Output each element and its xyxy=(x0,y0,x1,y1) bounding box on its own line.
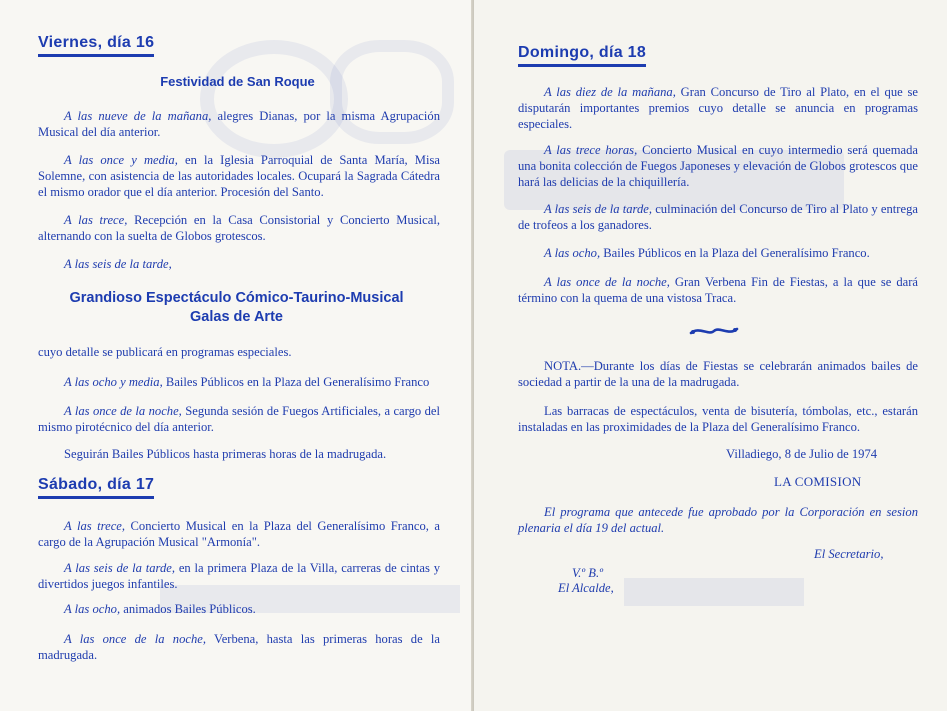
sunday-p2-time: A las trece horas, xyxy=(544,143,638,157)
friday-p6-text: Bailes Públicos en la Plaza del Generalísimo Franco xyxy=(162,375,430,389)
feast-title: Festividad de San Roque xyxy=(160,74,315,89)
friday-p1-time: A las nueve de la mañana, xyxy=(64,109,212,123)
friday-p2-time: A las once y media, xyxy=(64,153,178,167)
left-page xyxy=(0,0,473,711)
commission-signature: LA COMISION xyxy=(774,474,862,489)
sunday-paragraph-2 xyxy=(518,142,918,190)
sunday-paragraph-1 xyxy=(518,84,918,132)
sunday-p4-text: Bailes Públicos en la Plaza del Generalísimo Franco. xyxy=(600,246,870,260)
saturday-heading: Sábado, día 17 xyxy=(38,476,154,499)
friday-paragraph-2 xyxy=(38,152,440,200)
saturday-p4-time: A las once de la noche, xyxy=(64,632,206,646)
sunday-heading: Domingo, día 18 xyxy=(518,44,646,67)
sunday-p3-text: culminación del Concurso de Tiro al Plato y entrega de trofeos a los ganadores. xyxy=(518,202,918,232)
friday-paragraph-1 xyxy=(38,108,440,140)
friday-paragraph-7 xyxy=(38,403,440,435)
friday-paragraph-4 xyxy=(38,256,440,272)
secretary-label: El Secretario, xyxy=(814,547,884,561)
friday-p4-time: A las seis de la tarde, xyxy=(64,257,172,271)
right-page xyxy=(474,0,947,711)
flourish-ornament-icon xyxy=(689,324,739,338)
spectacle-title: Grandioso Espectáculo Cómico-Taurino-Musical xyxy=(69,290,404,306)
friday-paragraph-5: cuyo detalle se publicará en programas especiales. xyxy=(38,345,292,359)
saturday-paragraph-3 xyxy=(38,601,440,617)
friday-p7-text: Segunda sesión de Fuegos Artificiales, a cargo del mismo pirotécnico del día anterior. xyxy=(38,404,440,434)
friday-paragraph-6 xyxy=(38,374,440,390)
show-through-texture xyxy=(200,40,348,158)
saturday-p3-time: A las ocho, xyxy=(64,602,121,616)
sunday-p4-time: A las ocho, xyxy=(544,246,601,260)
note-paragraph: NOTA.—Durante los días de Fiestas se celebrarán animados bailes de sociedad a partir de la una de la madrugada. xyxy=(518,359,918,389)
saturday-paragraph-2 xyxy=(38,560,440,592)
approval-paragraph: El programa que antecede fue aprobado por la Corporación en sesion plenaria el día 19 del actual. xyxy=(518,505,918,535)
sunday-p5-text: Gran Verbena Fin de Fiestas, a la que se dará término con la quema de una vistosa Traca. xyxy=(518,275,918,305)
spectacle-subtitle: Galas de Arte xyxy=(190,309,283,325)
friday-heading: Viernes, día 16 xyxy=(38,34,154,57)
sunday-p5-time: A las once de la noche, xyxy=(544,275,670,289)
saturday-p1-text: Concierto Musical en la Plaza del Generalísimo Franco, a cargo de la Agrupación Musical "Armonía". xyxy=(38,519,440,549)
saturday-p2-time: A las seis de la tarde, xyxy=(64,561,176,575)
friday-p1-text: alegres Dianas, por la misma Agrupación Musical del día anterior. xyxy=(38,109,440,139)
friday-p7-time: A las once de la noche, xyxy=(64,404,182,418)
saturday-p4-text: Verbena, hasta las primeras horas de la madrugada. xyxy=(38,632,440,662)
friday-paragraph-3 xyxy=(38,212,440,244)
sunday-paragraph-4 xyxy=(518,245,918,261)
sunday-paragraph-3 xyxy=(518,201,918,233)
saturday-p1-time: A las trece, xyxy=(64,519,126,533)
saturday-p2-text: en la primera Plaza de la Villa, carreras de cintas y divertidos juegos infantiles. xyxy=(38,561,440,591)
sunday-p1-text: Gran Concurso de Tiro al Plato, en el que se disputarán importantes premios cuyo detalle se anuncia en programas especiales. xyxy=(518,85,919,131)
friday-p6-time: A las ocho y media, xyxy=(64,375,163,389)
friday-p3-text: Recepción en la Casa Consistorial y Concierto Musical, alternando con la suelta de Globos grotescos. xyxy=(38,213,441,243)
stalls-paragraph: Las barracas de espectáculos, venta de bisutería, tómbolas, etc., estarán instaladas en las proximidades de la Plaza del Generalísimo Franco. xyxy=(518,404,918,434)
mayor-label: El Alcalde, xyxy=(558,581,614,595)
friday-p3-time: A las trece, xyxy=(64,213,128,227)
show-through-texture xyxy=(624,578,804,606)
sunday-paragraph-5 xyxy=(518,274,918,306)
sunday-p1-time: A las diez de la mañana, xyxy=(544,85,676,99)
friday-paragraph-8: Seguirán Bailes Públicos hasta primeras horas de la madrugada. xyxy=(64,447,387,461)
sunday-p2-text: Concierto Musical en cuyo intermedio será quemada una bonita colección de Fuegos Japoneses y elevación de Globos grotescos que hará las delicias de la chiquillería. xyxy=(518,143,918,189)
date-line: Villadiego, 8 de Julio de 1974 xyxy=(726,447,878,461)
saturday-p3-text: animados Bailes Públicos. xyxy=(120,602,256,616)
saturday-paragraph-4 xyxy=(38,631,440,663)
vobo-label: V.º B.º xyxy=(572,566,604,580)
friday-p2-text: en la Iglesia Parroquial de Santa María, Misa Solemne, con asistencia de las autoridades locales. Ocupará la Sagrada Cátedra el mismo orador que el día anterior. Procesión del Santo. xyxy=(38,153,440,199)
sunday-p3-time: A las seis de la tarde, xyxy=(544,202,653,216)
saturday-paragraph-1 xyxy=(38,518,440,550)
